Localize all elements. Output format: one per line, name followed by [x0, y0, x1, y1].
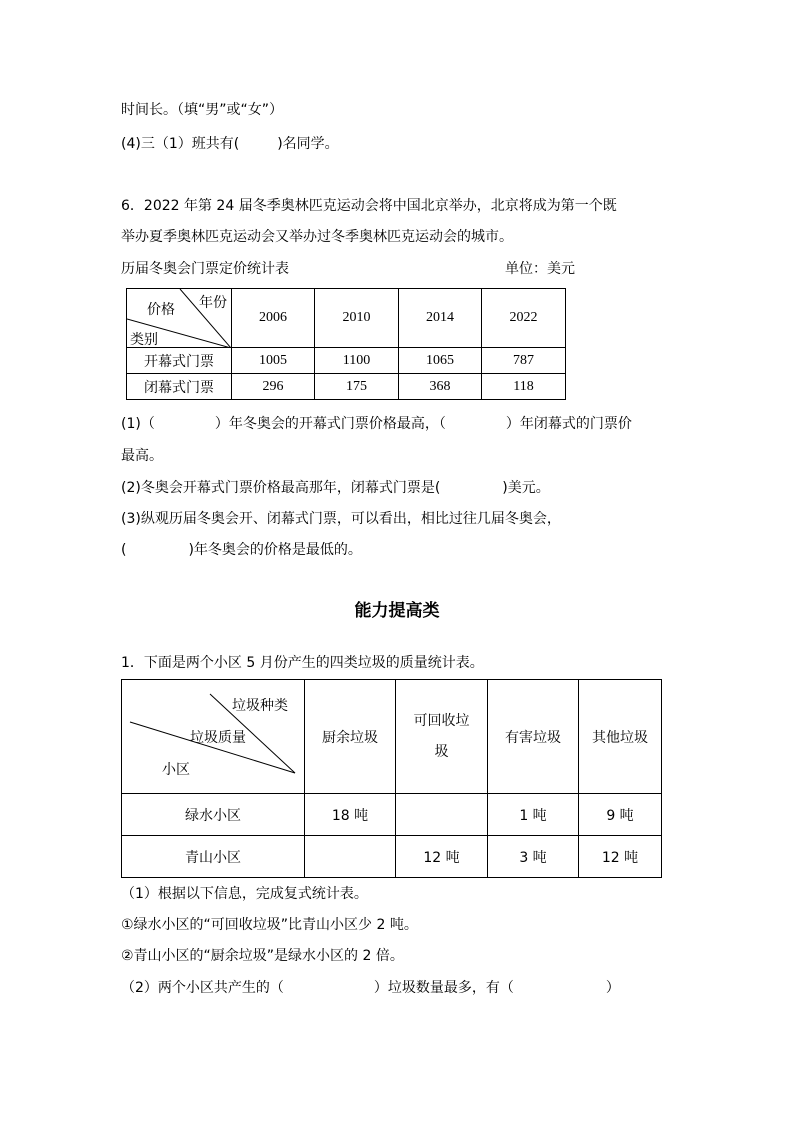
table-cell — [396, 794, 488, 836]
table-cell: 9 吨 — [579, 794, 662, 836]
text-line-1: 时间长。（填“男”或“女”） — [121, 102, 284, 118]
sub-question-2 — [121, 479, 550, 497]
sub-question-1-part: ）年闭幕式的门票价 — [505, 416, 632, 432]
table-cell: 12 吨 — [396, 836, 488, 878]
table-cell: 296 — [232, 374, 315, 400]
problem-1-q1: （1）根据以下信息，完成复式统计表。 — [121, 886, 368, 902]
garbage-header: 厨余垃圾 — [305, 680, 396, 794]
year-header: 2010 — [315, 289, 399, 348]
sub-question-3: (3)纵观历届冬奥会开、闭幕式门票，可以看出，相比过往几届冬奥会， — [121, 511, 561, 527]
table-row — [127, 374, 566, 400]
sub-question-3-cont — [121, 541, 362, 559]
sub-question-3-part: )年冬奥会的价格是最低的。 — [188, 542, 362, 558]
corner-label-price: 价格 — [147, 302, 175, 318]
sub-question-2-part: )美元。 — [502, 480, 550, 496]
year-header: 2006 — [232, 289, 315, 348]
table-cell: 368 — [399, 374, 482, 400]
question-6-line-1: 6．2022 年第 24 届冬季奥林匹克运动会将中国北京举办，北京将成为第一个既 — [121, 198, 617, 214]
corner-label-year: 年份 — [199, 295, 227, 311]
garbage-header-line: 圾 — [434, 743, 449, 760]
row-label: 青山小区 — [122, 836, 305, 878]
garbage-table — [121, 679, 662, 878]
condition-1: ①绿水小区的“可回收垃圾”比青山小区少 2 吨。 — [121, 917, 418, 933]
corner-label-mass: 垃圾质量 — [190, 730, 246, 746]
problem-1-q2-part: ） — [605, 980, 620, 996]
corner-label-community: 小区 — [162, 762, 190, 778]
table-cell: 787 — [482, 348, 566, 374]
table-cell: 118 — [482, 374, 566, 400]
year-header: 2022 — [482, 289, 566, 348]
problem-1-q2-part: ）垃圾数量最多，有（ — [373, 980, 514, 996]
sub-question-1 — [121, 415, 632, 433]
corner-label-category: 类别 — [130, 332, 158, 348]
problem-1-stem: 1．下面是两个小区 5 月份产生的四类垃圾的质量统计表。 — [121, 655, 484, 671]
sub-question-1-cont: 最高。 — [121, 448, 163, 464]
question-4-start: (4)三（1）班共有( — [121, 136, 240, 152]
row-label: 闭幕式门票 — [127, 374, 232, 400]
row-label: 开幕式门票 — [127, 348, 232, 374]
problem-1-q2 — [121, 979, 620, 997]
garbage-header — [396, 680, 488, 794]
table1-unit: 单位：美元 — [505, 261, 575, 277]
garbage-header: 其他垃圾 — [579, 680, 662, 794]
condition-2: ②青山小区的“厨余垃圾”是绿水小区的 2 倍。 — [121, 948, 404, 964]
sub-question-1-part: (1)（ — [121, 416, 155, 432]
table2-corner-cell — [122, 680, 305, 794]
table-cell: 12 吨 — [579, 836, 662, 878]
table-cell: 1005 — [232, 348, 315, 374]
question-4 — [121, 135, 339, 153]
garbage-header-line: 可回收垃 — [413, 712, 470, 729]
ticket-price-table — [126, 288, 566, 400]
table-cell — [305, 836, 396, 878]
problem-1-q2-part: （2）两个小区共产生的（ — [121, 980, 284, 996]
table-cell: 1 吨 — [488, 794, 579, 836]
question-6-line-2: 举办夏季奥林匹克运动会又举办过冬季奥林匹克运动会的城市。 — [121, 229, 513, 245]
corner-label-type: 垃圾种类 — [232, 698, 288, 714]
sub-question-3-part: ( — [121, 542, 127, 558]
table1-title: 历届冬奥会门票定价统计表 — [121, 261, 289, 277]
year-header: 2014 — [399, 289, 482, 348]
garbage-header: 有害垃圾 — [488, 680, 579, 794]
sub-question-1-part: ）年冬奥会的开幕式门票价格最高，（ — [214, 416, 446, 432]
table-cell: 1100 — [315, 348, 399, 374]
section-title: 能力提高类 — [354, 601, 440, 621]
sub-question-2-part: (2)冬奥会开幕式门票价格最高那年，闭幕式门票是( — [121, 480, 441, 496]
table1-corner-cell — [127, 289, 232, 348]
table-cell: 1065 — [399, 348, 482, 374]
row-label: 绿水小区 — [122, 794, 305, 836]
table-row — [127, 348, 566, 374]
table-cell: 18 吨 — [305, 794, 396, 836]
question-4-end: )名同学。 — [277, 136, 339, 152]
table-cell: 175 — [315, 374, 399, 400]
table-row — [122, 836, 662, 878]
table-cell: 3 吨 — [488, 836, 579, 878]
table-row — [122, 794, 662, 836]
